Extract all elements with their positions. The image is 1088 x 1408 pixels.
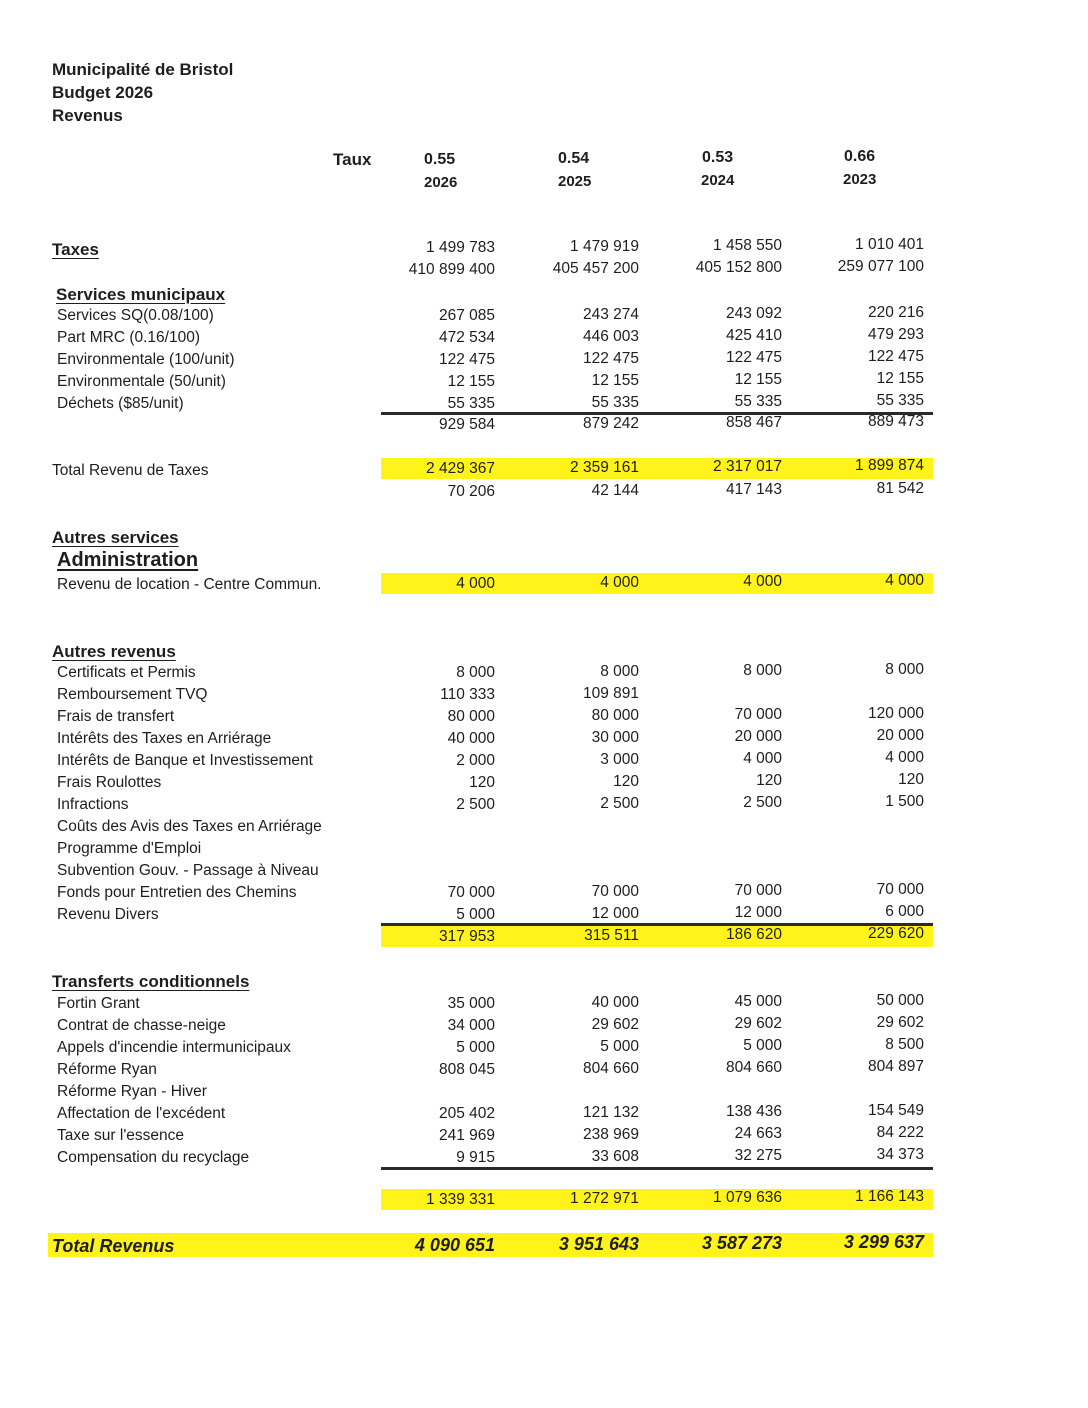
autre-revenu-row-label: Revenu Divers [57,906,159,923]
autre-revenu-row-value: 5 000 [456,906,495,923]
transfert-row-value: 804 897 [867,1058,924,1075]
transfert-row-value: 205 402 [438,1105,495,1122]
transfert-row-label: Compensation du recyclage [57,1149,250,1166]
service-row-value: 425 410 [725,327,782,344]
autre-revenu-row-value: 8 000 [743,662,782,679]
autre-revenu-row-value: 109 891 [582,685,639,702]
transfert-row-value: 5 000 [456,1039,495,1056]
autre-revenu-row-value: 8 000 [456,664,495,681]
total-taxes-value: 1 899 874 [855,457,924,474]
autres-services-heading: Autres services [52,528,179,547]
autre-revenu-row-value: 8 000 [600,663,639,680]
service-row-value: 55 335 [447,395,495,412]
administration-heading: Administration [57,549,199,571]
total-taxes-value: 2 317 017 [713,458,782,475]
transfert-row-label: Fortin Grant [57,995,140,1012]
autre-revenu-row-value: 6 000 [885,903,924,920]
transferts-subtotal: 1 079 636 [713,1189,782,1206]
autre-revenu-row-value: 120 [469,774,495,791]
services-subtotal: 929 584 [438,416,495,433]
transfert-row-value: 33 608 [591,1148,639,1165]
taxes-value: 1 010 401 [855,236,924,253]
autre-revenu-row-label: Remboursement TVQ [57,686,208,703]
autre-revenu-row-label: Intérêts de Banque et Investissement [57,752,313,769]
autres-revenus-heading: Autres revenus [52,642,176,661]
service-row-value: 267 085 [438,307,495,324]
services-subtotal: 889 473 [867,413,924,430]
autre-revenu-row-value: 3 000 [600,751,639,768]
transfert-row-value: 34 373 [876,1146,924,1163]
evaluation-value: 405 457 200 [552,260,639,277]
total-revenus-value: 4 090 651 [414,1235,495,1255]
transfert-row-label: Appels d'incendie intermunicipaux [57,1039,291,1056]
service-row-value: 243 274 [582,306,639,323]
total-revenus-label: Total Revenus [52,1236,175,1256]
transfert-row-value: 35 000 [447,995,495,1012]
autre-revenu-row-value: 80 000 [447,708,495,725]
year-2024: 2024 [701,172,735,189]
transfert-row-value: 32 275 [734,1147,782,1164]
transfert-row-value: 84 222 [876,1124,924,1141]
transfert-row-label: Taxe sur l'essence [57,1127,185,1144]
autre-revenu-row-value: 70 000 [447,884,495,901]
location-value: 4 000 [600,574,639,591]
transfert-row-value: 5 000 [743,1037,782,1054]
service-row-label: Environmentale (100/unit) [57,351,235,368]
transfert-row-value: 8 500 [885,1036,924,1053]
autre-revenu-row-value: 12 000 [591,905,639,922]
service-row-value: 12 155 [734,371,782,388]
autre-revenu-row-label: Programme d'Emploi [57,840,202,857]
service-row-value: 220 216 [867,304,924,321]
autre-revenu-row-label: Certificats et Permis [57,664,196,681]
autres-revenus-subtotal: 186 620 [725,926,782,943]
autre-revenu-row-value: 110 333 [440,686,495,703]
autre-revenu-row-value: 20 000 [734,728,782,745]
transfert-row-label: Contrat de chasse-neige [57,1017,226,1034]
transfert-row-value: 24 663 [734,1125,782,1142]
autre-revenu-row-value: 40 000 [447,730,495,747]
transfert-row-label: Réforme Ryan [57,1061,157,1078]
service-row-value: 122 475 [438,351,495,368]
transfert-row-value: 238 969 [582,1126,639,1143]
autre-revenu-row-label: Subvention Gouv. - Passage à Niveau [57,862,319,879]
transferts-heading: Transferts conditionnels [52,972,250,991]
total-revenus-value: 3 299 637 [843,1232,924,1252]
autre-revenu-row-value: 120 [613,773,639,790]
service-row-value: 55 335 [734,393,782,410]
transfert-row-value: 29 602 [876,1014,924,1031]
autre-revenu-row-label: Intérêts des Taxes en Arriérage [57,730,272,747]
transfert-row-value: 45 000 [734,993,782,1010]
transfert-row-label: Affectation de l'excédent [57,1105,226,1122]
transfert-row-value: 9 915 [456,1149,495,1166]
transfert-row-value: 154 549 [867,1102,924,1119]
autre-revenu-row-value: 20 000 [876,727,924,744]
year-2025: 2025 [558,173,592,190]
taux-label: Taux [333,150,372,169]
total-revenus-value: 3 951 643 [558,1234,639,1254]
total-taxes-diff: 70 206 [447,483,495,500]
year-2023: 2023 [843,171,877,188]
autre-revenu-row-label: Coûts des Avis des Taxes en Arriérage [57,818,322,835]
transfert-row-value: 40 000 [591,994,639,1011]
location-value: 4 000 [743,573,782,590]
autre-revenu-row-value: 12 000 [734,904,782,921]
org-title: Municipalité de Bristol [52,60,234,79]
location-value: 4 000 [885,572,924,589]
autres-revenus-subtotal: 317 953 [438,928,495,945]
taxes-value: 1 479 919 [570,238,639,255]
autre-revenu-row-value: 2 500 [600,795,639,812]
autre-revenu-row-value: 70 000 [591,883,639,900]
location-label: Revenu de location - Centre Commun. [57,576,322,593]
transfert-row-value: 34 000 [447,1017,495,1034]
autre-revenu-row-value: 2 000 [456,752,495,769]
transferts-subtotal: 1 339 331 [426,1191,495,1208]
total-taxes-diff: 42 144 [591,482,639,499]
total-taxes-label: Total Revenu de Taxes [52,462,209,479]
autre-revenu-row-value: 70 000 [734,882,782,899]
service-row-label: Part MRC (0.16/100) [57,329,200,346]
service-row-value: 472 534 [438,329,495,346]
service-row-value: 446 003 [582,328,639,345]
services-subtotal: 879 242 [582,415,639,432]
service-row-value: 55 335 [876,392,924,409]
transfert-row-value: 5 000 [600,1038,639,1055]
autre-revenu-row-label: Fonds pour Entretien des Chemins [57,884,297,901]
transfert-row-value: 808 045 [438,1061,495,1078]
service-row-value: 55 335 [591,394,639,411]
service-row-value: 12 155 [876,370,924,387]
rate-2024: 0.53 [702,149,734,166]
transfert-row-value: 50 000 [876,992,924,1009]
budget-title: Budget 2026 [52,83,154,102]
autre-revenu-row-value: 1 500 [885,793,924,810]
transferts-subtotal: 1 272 971 [570,1190,639,1207]
autre-revenu-row-value: 80 000 [591,707,639,724]
evaluation-value: 410 899 400 [408,261,495,278]
services-municipaux-heading: Services municipaux [56,285,226,304]
evaluation-value: 405 152 800 [695,259,782,276]
transfert-row-value: 241 969 [438,1127,495,1144]
transferts-subtotal: 1 166 143 [855,1188,924,1205]
total-taxes-diff: 417 143 [725,481,782,498]
transfert-row-value: 804 660 [725,1059,782,1076]
autre-revenu-row-value: 2 500 [456,796,495,813]
transfert-row-value: 121 132 [582,1104,639,1121]
total-taxes-value: 2 359 161 [570,459,639,476]
services-subtotal: 858 467 [725,414,782,431]
transfert-row-value: 138 436 [725,1103,782,1120]
rate-2023: 0.66 [844,148,876,165]
taxes-value: 1 499 783 [426,239,495,256]
autre-revenu-row-value: 4 000 [743,750,782,767]
taxes-value: 1 458 550 [713,237,782,254]
autre-revenu-row-value: 120 [898,771,924,788]
autre-revenu-row-value: 4 000 [885,749,924,766]
autre-revenu-row-value: 70 000 [876,881,924,898]
evaluation-value: 259 077 100 [837,258,924,275]
service-row-label: Services SQ(0.08/100) [57,307,214,324]
transfert-row-value: 29 602 [734,1015,782,1032]
autre-revenu-row-value: 30 000 [591,729,639,746]
autre-revenu-row-value: 120 [756,772,782,789]
year-2026: 2026 [424,174,458,191]
subtotal-rule [381,1167,933,1170]
autre-revenu-row-value: 120 000 [867,705,924,722]
total-taxes-diff: 81 542 [876,480,924,497]
transfert-row-value: 29 602 [591,1016,639,1033]
autre-revenu-row-label: Frais de transfert [57,708,175,725]
total-taxes-value: 2 429 367 [426,460,495,477]
location-value: 4 000 [456,575,495,592]
service-row-value: 122 475 [867,348,924,365]
transfert-row-value: 804 660 [582,1060,639,1077]
service-row-value: 243 092 [725,305,782,322]
service-row-value: 122 475 [725,349,782,366]
autre-revenu-row-label: Infractions [57,796,129,813]
service-row-value: 12 155 [591,372,639,389]
autre-revenu-row-value: 2 500 [743,794,782,811]
section-title: Revenus [52,106,123,125]
autres-revenus-subtotal: 315 511 [584,927,639,944]
service-row-label: Environmentale (50/unit) [57,373,226,390]
total-revenus-value: 3 587 273 [701,1233,782,1253]
taxes-heading: Taxes [52,240,99,259]
service-row-value: 12 155 [447,373,495,390]
autre-revenu-row-value: 8 000 [885,661,924,678]
service-row-value: 479 293 [867,326,924,343]
autres-revenus-subtotal: 229 620 [867,925,924,942]
service-row-value: 122 475 [582,350,639,367]
autre-revenu-row-label: Frais Roulottes [57,774,162,791]
autre-revenu-row-value: 70 000 [734,706,782,723]
transfert-row-label: Réforme Ryan - Hiver [57,1083,207,1100]
rate-2025: 0.54 [558,150,590,167]
service-row-label: Déchets ($85/unit) [57,395,184,412]
rate-2026: 0.55 [424,151,456,168]
